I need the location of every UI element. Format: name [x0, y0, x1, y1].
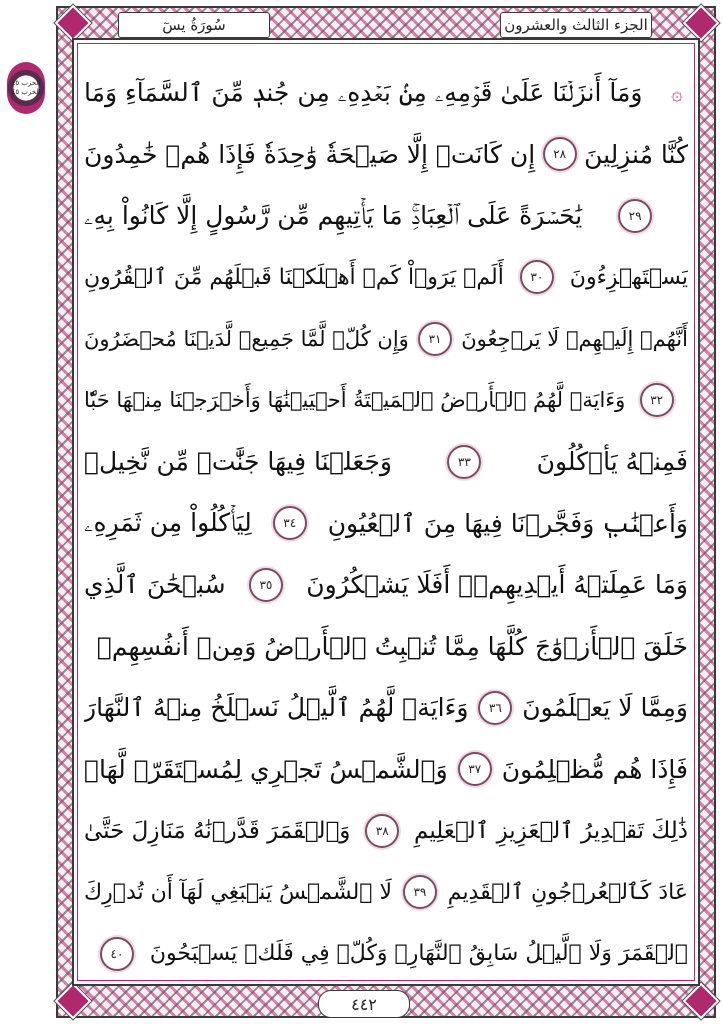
ayah-number-marker: ٣١ — [418, 322, 452, 356]
rub-hizb-icon: ۞ — [671, 80, 683, 105]
ayah-number-marker: ٣٧ — [458, 752, 492, 786]
ayah-number-marker: ٣٤ — [273, 506, 307, 540]
verse-text: خَلَقَ ٱلۡأَزۡوَٰجَ كُلَّهَا مِمَّا تُنۢبِتُ ٱلۡأَرۡضُ وَمِنۡ أَنفُسِهِمۡ — [96, 631, 688, 661]
verse-text: كُنَّا مُنزِلِينَ — [584, 139, 688, 169]
hizb-badge-icon — [7, 62, 45, 114]
ayah-number-marker: ٣٨ — [365, 814, 399, 848]
verse-text: وَأَعۡنَٰبٖ وَفَجَّرۡنَا فِيهَا مِنَ ٱلۡعُيُونِ — [327, 508, 688, 538]
ayah-number-marker: ٣٣ — [447, 445, 481, 479]
juz-name: الجزء الثالث والعشرون — [504, 16, 648, 34]
verse-text: وَمِمَّا لَا يَعۡلَمُونَ — [522, 693, 688, 723]
text-line — [84, 862, 688, 924]
text-line — [84, 739, 688, 801]
verse-text: ٱلۡقَمَرَ وَلَا ٱلَّيۡلُ سَابِقُ ٱلنَّهَارِۚ وَكُلّٞ فِي فَلَكٖ يَسۡبَحُونَ — [149, 941, 688, 967]
ayah-number-marker: ٤٠ — [100, 937, 134, 971]
verse-text: وَمَا عَمِلَتۡهُ أَيۡدِيهِمۡۚ أَفَلَا يَشۡكُرُونَ — [306, 570, 688, 600]
quran-text — [84, 62, 688, 985]
ayah-number-marker: ٢٩ — [618, 199, 652, 233]
verse-text: يَٰحَسۡرَةً عَلَى ٱلۡعِبَادِۚ مَا يَأۡتِيهِم مِّن رَّسُولٍ إِلَّا كَانُواْ بِهِۦ — [84, 200, 583, 230]
verse-text: وَٱلۡقَمَرَ قَدَّرۡنَٰهُ مَنَازِلَ حَتَّىٰ — [84, 817, 351, 844]
verse-text: عَادَ كَٱلۡعُرۡجُونِ ٱلۡقَدِيمِ — [447, 879, 688, 905]
verse-text: أَنَّهُمۡ إِلَيۡهِمۡ لَا يَرۡجِعُونَ — [461, 326, 688, 351]
verse-text: وَٱلشَّمۡسُ تَجۡرِي لِمُسۡتَقَرّٖ لَّهَاۚ — [84, 754, 448, 784]
ayah-number-marker: ٢٨ — [543, 137, 577, 171]
verse-text: إِن كَانَتۡ إِلَّا صَيۡحَةٗ وَٰحِدَةٗ فَإِذَا هُمۡ خَٰمِدُونَ — [84, 139, 536, 169]
text-line — [84, 616, 688, 678]
text-line — [84, 247, 688, 309]
text-line — [84, 800, 688, 862]
verse-text: ذَٰلِكَ تَقۡدِيرُ ٱلۡعَزِيزِ ٱلۡعَلِيمِ — [414, 817, 688, 844]
verse-text: سُبۡحَٰنَ ٱلَّذِي — [84, 570, 226, 600]
verse-text: يَسۡتَهۡزِءُونَ — [569, 264, 688, 290]
ayah-number-marker: ٣٠ — [520, 260, 554, 294]
verse-text: أَلَمۡ يَرَوۡاْ كَمۡ أَهۡلَكۡنَا قَبۡلَهُم مِّنَ ٱلۡقُرُونِ — [84, 264, 504, 290]
juz-name-header — [500, 12, 652, 38]
text-line — [84, 370, 688, 432]
verse-text: لِيَأۡكُلُواْ مِن ثَمَرِهِۦ — [84, 508, 252, 538]
verse-text: وَمَآ أَنزَلۡنَا عَلَىٰ قَوۡمِهِۦ مِنۢ بَعۡدِهِۦ مِن جُندٖ مِّنَ ٱلسَّمَآءِ وَمَا — [84, 77, 643, 107]
verse-text: وَءَايَةٞ لَّهُمُ ٱلَّيۡلُ نَسۡلَخُ مِنۡهُ ٱلنَّهَارَ — [84, 693, 469, 723]
ayah-number-marker: ٣٦ — [478, 691, 512, 725]
hizb-marker — [4, 58, 48, 118]
verse-text: وَءَايَةٞ لَّهُمُ ٱلۡأَرۡضُ ٱلۡمَيۡتَةُ أَحۡيَيۡنَٰهَا وَأَخۡرَجۡنَا مِنۡهَا حَبّٗا — [84, 388, 626, 413]
verse-text: فَإِذَا هُم مُّظۡلِمُونَ — [501, 754, 688, 784]
hizb-marker-top: الحزب ٤٥ — [11, 79, 41, 87]
verse-text: وَجَعَلۡنَا فِيهَا جَنَّٰتٖ مِّن نَّخِيلٖ — [84, 447, 392, 477]
text-line — [84, 493, 688, 555]
surah-name: سُورَةُ يسٓ — [162, 16, 226, 34]
text-line — [84, 923, 688, 985]
page-number: ٤٤٢ — [351, 994, 377, 1014]
text-line — [84, 185, 688, 247]
surah-name-header — [118, 12, 270, 38]
text-line — [84, 677, 688, 739]
text-line — [84, 62, 688, 124]
text-line — [84, 308, 688, 370]
ayah-number-marker: ٣٢ — [640, 383, 674, 417]
page-number-badge — [318, 990, 410, 1018]
verse-text: فَمِنۡهُ يَأۡكُلُونَ — [536, 447, 688, 477]
text-line — [84, 124, 688, 186]
verse-text: لَا ٱلشَّمۡسُ يَنۢبَغِي لَهَآ أَن تُدۡرِكَ — [84, 879, 393, 905]
text-line — [84, 431, 688, 493]
ayah-number-marker: ٣٩ — [403, 875, 437, 909]
hizb-marker-bottom: الحزب ٤٥ — [11, 88, 41, 96]
verse-text: وَإِن كُلّٞ لَّمَّا جَمِيعٞ لَّدَيۡنَا مُحۡضَرُونَ — [84, 326, 409, 351]
ayah-number-marker: ٣٥ — [249, 568, 283, 602]
text-line — [84, 554, 688, 616]
